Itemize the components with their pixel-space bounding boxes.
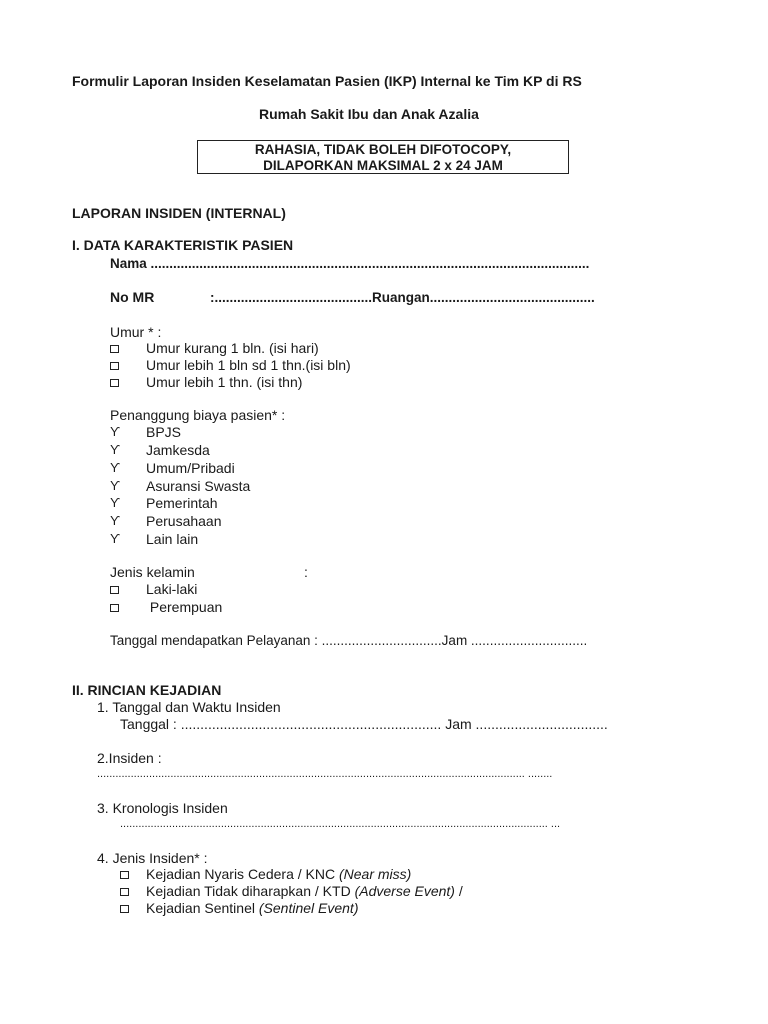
nama-field[interactable]: Nama ..................................................................................................................... bbox=[110, 256, 590, 271]
jenis-kelamin-colon: : bbox=[304, 564, 308, 580]
item3-label: 3. Kronologis Insiden bbox=[97, 800, 228, 816]
hospital-name: Rumah Sakit Ibu dan Anak Azalia bbox=[259, 106, 479, 122]
jenis-kelamin-label: Jenis kelamin bbox=[110, 564, 195, 580]
umur-label: Umur * : bbox=[110, 324, 162, 340]
option-marker-icon[interactable]: ϒ bbox=[110, 460, 121, 475]
option-marker-icon[interactable]: ϒ bbox=[110, 478, 121, 493]
confidential-notice bbox=[197, 140, 569, 174]
item2-insiden-field[interactable]: ............................................................................................................................................ ........ bbox=[97, 768, 553, 780]
section2-heading: II. RINCIAN KEJADIAN bbox=[72, 682, 222, 698]
checkbox-icon[interactable] bbox=[110, 379, 119, 387]
item3-kronologis-field[interactable]: ............................................................................................................................................ ... bbox=[120, 818, 561, 830]
item1-label: 1. Tanggal dan Waktu Insiden bbox=[97, 699, 281, 715]
item4-label: 4. Jenis Insiden* : bbox=[97, 850, 208, 866]
no-mr-ruangan-field[interactable]: :..........................................Ruangan............................................ bbox=[210, 290, 595, 305]
penanggung-label: Penanggung biaya pasien* : bbox=[110, 407, 286, 423]
form-title: Formulir Laporan Insiden Keselamatan Pasien (IKP) Internal ke Tim KP di RS bbox=[72, 73, 582, 89]
option-marker-icon[interactable]: ϒ bbox=[110, 442, 121, 457]
section1-heading: I. DATA KARAKTERISTIK PASIEN bbox=[72, 237, 294, 253]
notice-line-2: DILAPORKAN MAKSIMAL 2 x 24 JAM bbox=[263, 158, 503, 173]
checkbox-icon[interactable] bbox=[120, 871, 129, 879]
notice-line-1: RAHASIA, TIDAK BOLEH DIFOTOCOPY, bbox=[254, 142, 512, 157]
checkbox-icon[interactable] bbox=[110, 586, 119, 594]
report-title: LAPORAN INSIDEN (INTERNAL) bbox=[72, 205, 286, 221]
item2-label: 2.Insiden : bbox=[97, 750, 162, 766]
option-marker-icon[interactable]: ϒ bbox=[110, 513, 121, 528]
checkbox-icon[interactable] bbox=[120, 905, 129, 913]
tanggal-pelayanan-field[interactable]: Tanggal mendapatkan Pelayanan : ................................Jam ............................... bbox=[110, 633, 588, 648]
checkbox-icon[interactable] bbox=[120, 888, 129, 896]
no-mr-label: No MR bbox=[110, 289, 155, 305]
option-marker-icon[interactable]: ϒ bbox=[110, 424, 121, 439]
option-marker-icon[interactable]: ϒ bbox=[110, 531, 121, 546]
checkbox-icon[interactable] bbox=[110, 345, 119, 353]
checkbox-icon[interactable] bbox=[110, 362, 119, 370]
checkbox-icon[interactable] bbox=[110, 604, 119, 612]
option-marker-icon[interactable]: ϒ bbox=[110, 495, 121, 510]
item1-tanggal-jam-field[interactable]: Tanggal : ................................................................... Jam .................................. bbox=[120, 716, 608, 732]
